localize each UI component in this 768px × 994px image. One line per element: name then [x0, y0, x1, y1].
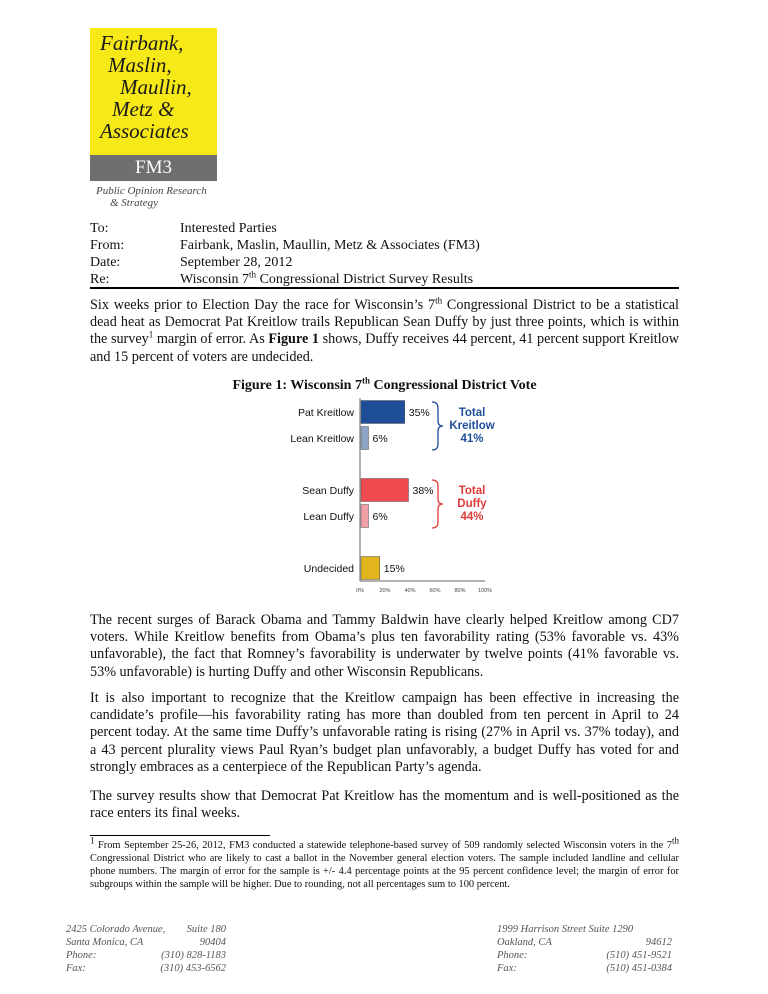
date-value: September 28, 2012	[180, 255, 293, 270]
address-oakland: 1999 Harrison Street Suite 1290 Oakland, CA 94612 Phone: (510) 451-9521 Fax: (510) 451-0384	[497, 924, 672, 974]
header-rule	[90, 287, 679, 289]
footnote-rule	[90, 835, 270, 836]
paragraph-obama-baldwin: The recent surges of Barack Obama and Tammy Baldwin have clearly helped Kreitlow among CD7 voters. While Kreitlow benefits from Obama’s plus ten favorability rating (53% favorable vs. 43% unfavorable), the fact that Romney’s favorability is underwater by twelve points (41% favorable vs. 53% unfavorable) is hurting Duffy and other Wisconsin Republicans.	[90, 612, 679, 680]
bar-pat-kreitlow	[361, 401, 405, 424]
vote-bar-chart	[280, 396, 520, 596]
bar-undecided	[361, 557, 380, 580]
category-label-undecided: Undecided	[303, 563, 354, 575]
value-label-pat-kreitlow: 35%	[408, 407, 430, 419]
bar-lean-duffy	[361, 505, 369, 528]
figure-title: Figure 1: Wisconsin 7th Congressional District Vote	[232, 375, 537, 393]
bar-lean-kreitlow	[361, 427, 369, 450]
date-label: Date:	[90, 255, 121, 270]
annotation-label-0-1: Kreitlow	[449, 420, 495, 432]
logo-line-1: Fairbank,	[100, 31, 184, 55]
intro-paragraph: Six weeks prior to Election Day the race for Wisconsin’s 7th Congressional District to be a statistical dead heat as Democrat Pat Kreitlow trails Republican Sean Duffy by just three points, which is within the survey$^1$ margin of error. As Figure 1 shows, Duffy receives 44 percent, 41 percent support Kreitlow and 15 percent of voters are undecided.	[90, 295, 679, 365]
tagline-line-1: Public Opinion Research	[96, 185, 207, 197]
annotation-label-1-2: 44%	[460, 511, 484, 523]
x-tick-label-4: 80%	[454, 588, 466, 594]
re-label: Re:	[90, 272, 110, 287]
fm3-logo	[90, 28, 217, 155]
bar-sean-duffy	[361, 479, 409, 502]
tagline-line-2: & Strategy	[110, 197, 158, 209]
footnote: $^1$ From September 25-26, 2012, FM3 conducted a statewide telephone-based survey of 509 randomly selected Wisconsin voters in the 7th Congressional District who are likely to cast a ballot in the November general election voters. The sample included landline and cellular phone numbers. The margin of error for the sample is +/- 4.4 percentage points at the 95 percent confidence level; the margin of error for subgroups within the sample will be higher. Due to rounding, not all percentages sum to 100 percent.	[90, 835, 679, 890]
from-label: From:	[90, 238, 125, 253]
category-label-sean-duffy: Sean Duffy	[302, 485, 354, 497]
to-value: Interested Parties	[180, 221, 277, 236]
annotation-label-1-0: Total	[458, 485, 486, 497]
re-value: Wisconsin 7th Congressional District Survey Results	[180, 269, 474, 287]
category-label-lean-kreitlow: Lean Kreitlow	[290, 433, 354, 445]
paragraph-momentum: The survey results show that Democrat Pat Kreitlow has the momentum and is well-positioned as the race enters its final weeks.	[90, 788, 679, 822]
category-label-pat-kreitlow: Pat Kreitlow	[297, 407, 354, 419]
x-tick-label-5: 100%	[477, 588, 493, 594]
annotation-brace-0	[432, 402, 443, 450]
paragraph-favorability: It is also important to recognize that the Kreitlow campaign has been effective in increasing the candidate’s profile—his favorability rating has more than doubled from ten percent in April to 24 percent today. At the same time Duffy’s unfavorable rating is rising (27% in April vs. 37% today), and a 43 percent plurality views Paul Ryan’s budget plan unfavorably, a budget Duffy has voted for and strongly embraces as a centerpiece of the Republican Party’s agenda.	[90, 690, 679, 775]
annotation-label-0-2: 41%	[460, 433, 484, 445]
x-tick-label-0: 0%	[356, 588, 364, 594]
logo-line-4: Metz &	[112, 97, 175, 121]
x-tick-label-2: 40%	[404, 588, 416, 594]
value-label-lean-kreitlow: 6%	[372, 433, 388, 445]
category-label-lean-duffy: Lean Duffy	[303, 511, 354, 523]
value-label-undecided: 15%	[383, 563, 405, 575]
address-santa-monica: 2425 Colorado Avenue, Suite 180 Santa Monica, CA 90404 Phone: (310) 828-1183 Fax: (310) 453-6562	[66, 924, 226, 974]
to-label: To:	[90, 221, 109, 236]
value-label-sean-duffy: 38%	[412, 485, 434, 497]
annotation-brace-1	[432, 480, 443, 528]
logo-line-3: Maullin,	[120, 75, 192, 99]
x-tick-label-1: 20%	[379, 588, 391, 594]
logo-tagline	[96, 185, 226, 209]
logo-badge: FM3	[90, 155, 217, 181]
logo-line-2: Maslin,	[108, 53, 172, 77]
annotation-label-1-1: Duffy	[457, 498, 487, 510]
from-value: Fairbank, Maslin, Maullin, Metz & Associates (FM3)	[180, 238, 480, 253]
x-tick-label-3: 60%	[429, 588, 441, 594]
annotation-label-0-0: Total	[458, 407, 486, 419]
value-label-lean-duffy: 6%	[372, 511, 388, 523]
logo-line-5: Associates	[100, 119, 189, 143]
